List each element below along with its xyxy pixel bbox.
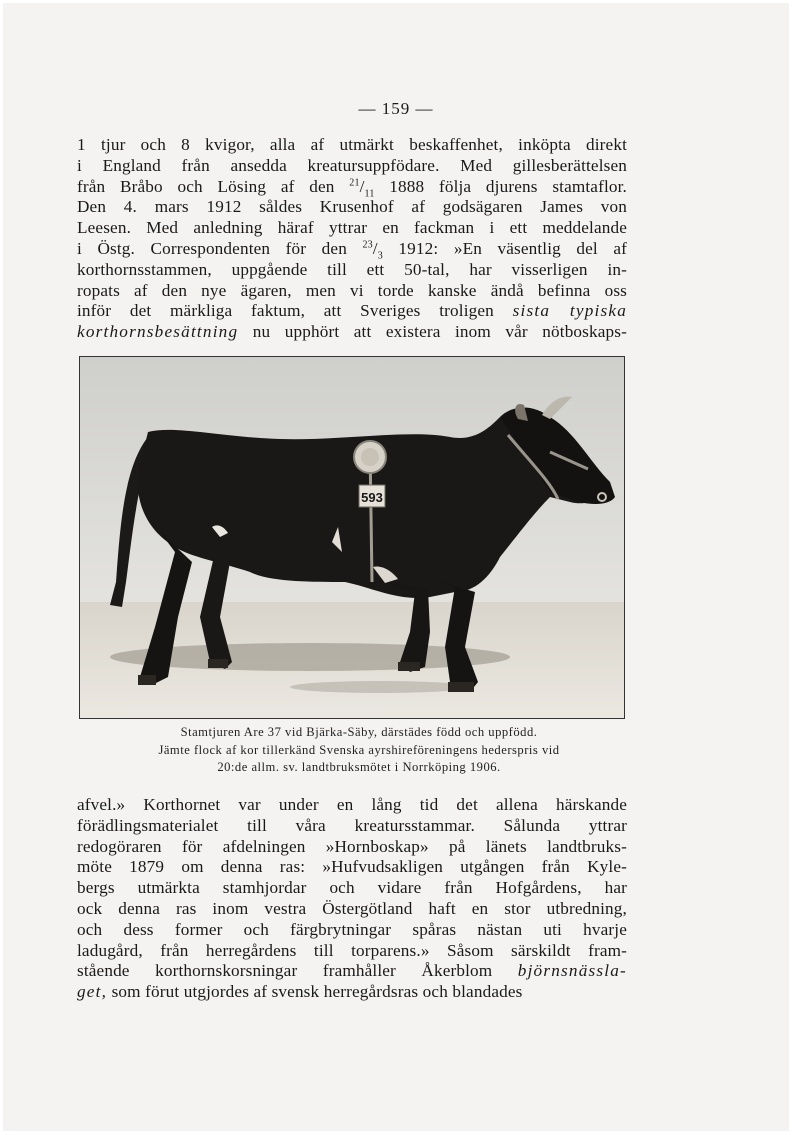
date-fraction-denominator: 11 (364, 188, 375, 200)
text-line: och dess former och färgbrytningar spåras nästan uti hvarje (77, 919, 627, 939)
text-line: afvel.» Korthornet var under en lång tid det allena härskande (77, 795, 627, 814)
text-line: förädlingsmaterialet till våra kreatursstammar. Sålunda yttrar (77, 815, 627, 835)
date-fraction-numerator: 21 (349, 176, 360, 188)
text-line: redogöraren för afdelningen »Hornboskap» på länets landtbruks- (77, 836, 627, 856)
text-line: bergs utmärkta stamhjordar och vidare från Hofgårdens, har (77, 878, 627, 898)
text-line: korthornsstammen, uppgående till ett 50-tal, har visserligen in- (77, 259, 627, 279)
figure-caption (93, 724, 625, 777)
date-fraction-denominator: 3 (377, 250, 383, 262)
text-line: korthornsbesättning nu upphört att existera inom vår nötboskaps- (77, 322, 627, 342)
text-line: stående korthornskorsningar framhåller Åkerblom björnsnässla- (77, 961, 627, 981)
emphasis-text: get, (77, 982, 108, 1002)
text-line: inför det märkliga faktum, att Sveriges troligen sista typiska (77, 301, 627, 321)
text-line: 1 tjur och 8 kvigor, alla af utmärkt beskaffenhet, inköpta direkt (77, 135, 627, 154)
paragraph-bottom (77, 795, 627, 1003)
text-line: möte 1879 om denna ras: »Hufvudsakligen utgången från Kyle- (77, 857, 627, 877)
text-line: Leesen. Med anledning häraf yttrar en fackman i ett meddelande (77, 218, 627, 238)
caption-line: 20:de allm. sv. landtbruksmötet i Norrköping 1906. (217, 760, 501, 774)
text-line: ladugård, från herregårdens till torparens.» Såsom särskildt fram- (77, 940, 627, 960)
text-line: från Bråbo och Lösing af den $^{21}/_{11}$ 1888 följa djurens stamtaflor. (77, 176, 627, 200)
emphasis-text: korthornsbesättning (77, 322, 239, 342)
page-number: — 159 — (358, 99, 434, 118)
book-page (3, 3, 789, 1131)
caption-line: Stamtjuren Are 37 vid Bjärka-Säby, därstädes född och uppfödd. (180, 725, 538, 739)
text-line: i Östg. Correspondenten för den $^{23}/_3$ 1912: »En väsentlig del af (77, 238, 628, 262)
caption-line: Jämte flock af kor tillerkänd Svenska ayrshireföreningens hederspris vid (158, 742, 560, 757)
text-line: Den 4. mars 1912 såldes Krusenhof af godsägaren James von (77, 197, 627, 217)
text-line: i England från ansedda kreatursuppfödare. Med gillesberättelsen (77, 155, 627, 175)
bull-illustration (80, 357, 624, 718)
text-line: ock denna ras inom vestra Östergötland haft en stor utbredning, (77, 898, 627, 918)
cattle-tag-number: 593 (361, 490, 383, 505)
emphasis-text: sista typiska (512, 301, 627, 321)
text-line: ropats af den nye ägaren, men vi torde kanske ändå befinna oss (77, 280, 627, 300)
bull-photograph (79, 356, 625, 719)
emphasis-text: björnsnässla- (517, 961, 627, 981)
date-fraction-numerator: 23 (362, 239, 373, 251)
text-line: get, som förut utgjordes af svensk herregårdsras och blandades (77, 982, 523, 1002)
paragraph-top (77, 135, 627, 343)
